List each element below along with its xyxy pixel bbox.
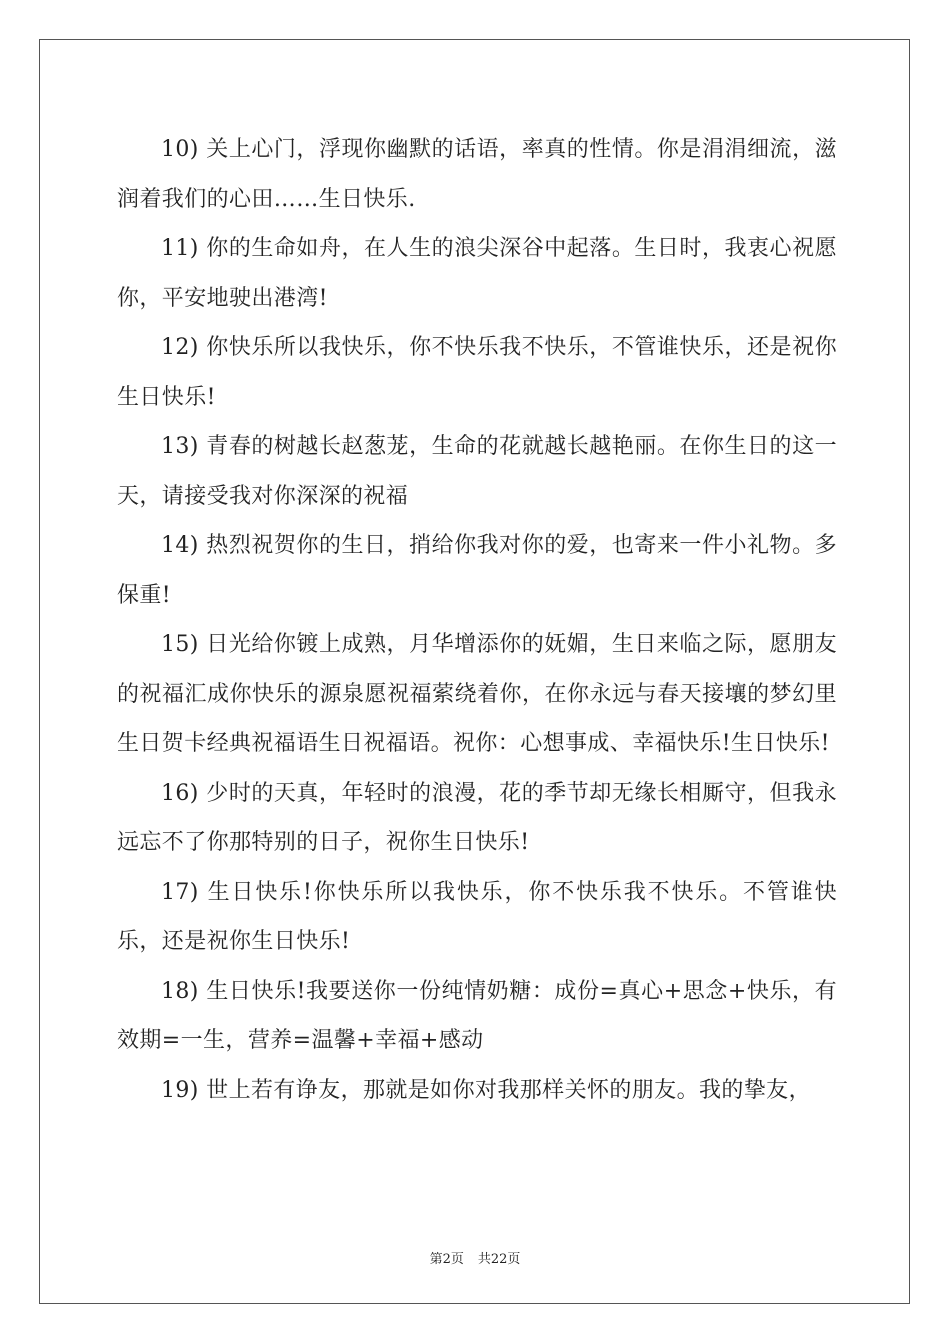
document-body	[117, 125, 837, 1115]
paragraph-19: 19) 世上若有诤友，那就是如你对我那样关怀的朋友。我的挚友，	[161, 1077, 811, 1103]
paragraph-15: 15) 日光给你镀上成熟，月华增添你的妩媚，生日来临之际，愿朋友的祝福汇成你快乐的源泉愿祝福萦绕着你，在你永远与春天接壤的梦幻里生日贺卡经典祝福语生日祝福语。祝你：心想事成、幸福快乐!生日快乐!	[117, 632, 837, 756]
page-number: 第2页	[429, 1252, 464, 1267]
page-total: 共22页	[477, 1252, 521, 1267]
paragraph-12: 12) 你快乐所以我快乐，你不快乐我不快乐，不管谁快乐，还是祝你生日快乐!	[117, 335, 837, 410]
page-footer	[0, 1248, 950, 1267]
paragraph-17: 17) 生日快乐!你快乐所以我快乐，你不快乐我不快乐。不管谁快乐，还是祝你生日快乐!	[117, 879, 837, 954]
paragraph-11: 11) 你的生命如舟，在人生的浪尖深谷中起落。生日时，我衷心祝愿你，平安地驶出港湾!	[117, 236, 837, 311]
paragraph-18: 18) 生日快乐!我要送你一份纯情奶糖：成份=真心+思念+快乐，有效期=一生，营养=温馨+幸福+感动	[117, 978, 837, 1053]
paragraph-14: 14) 热烈祝贺你的生日，捎给你我对你的爱，也寄来一件小礼物。多保重!	[117, 533, 837, 608]
paragraph-10: 10) 关上心门，浮现你幽默的话语，率真的性情。你是涓涓细流，滋润着我们的心田……生日快乐.	[117, 137, 837, 212]
paragraph-16: 16) 少时的天真，年轻时的浪漫，花的季节却无缘长相厮守，但我永远忘不了你那特别的日子，祝你生日快乐!	[117, 780, 837, 855]
paragraph-13: 13) 青春的树越长赵葱茏，生命的花就越长越艳丽。在你生日的这一天，请接受我对你深深的祝福	[117, 434, 837, 509]
